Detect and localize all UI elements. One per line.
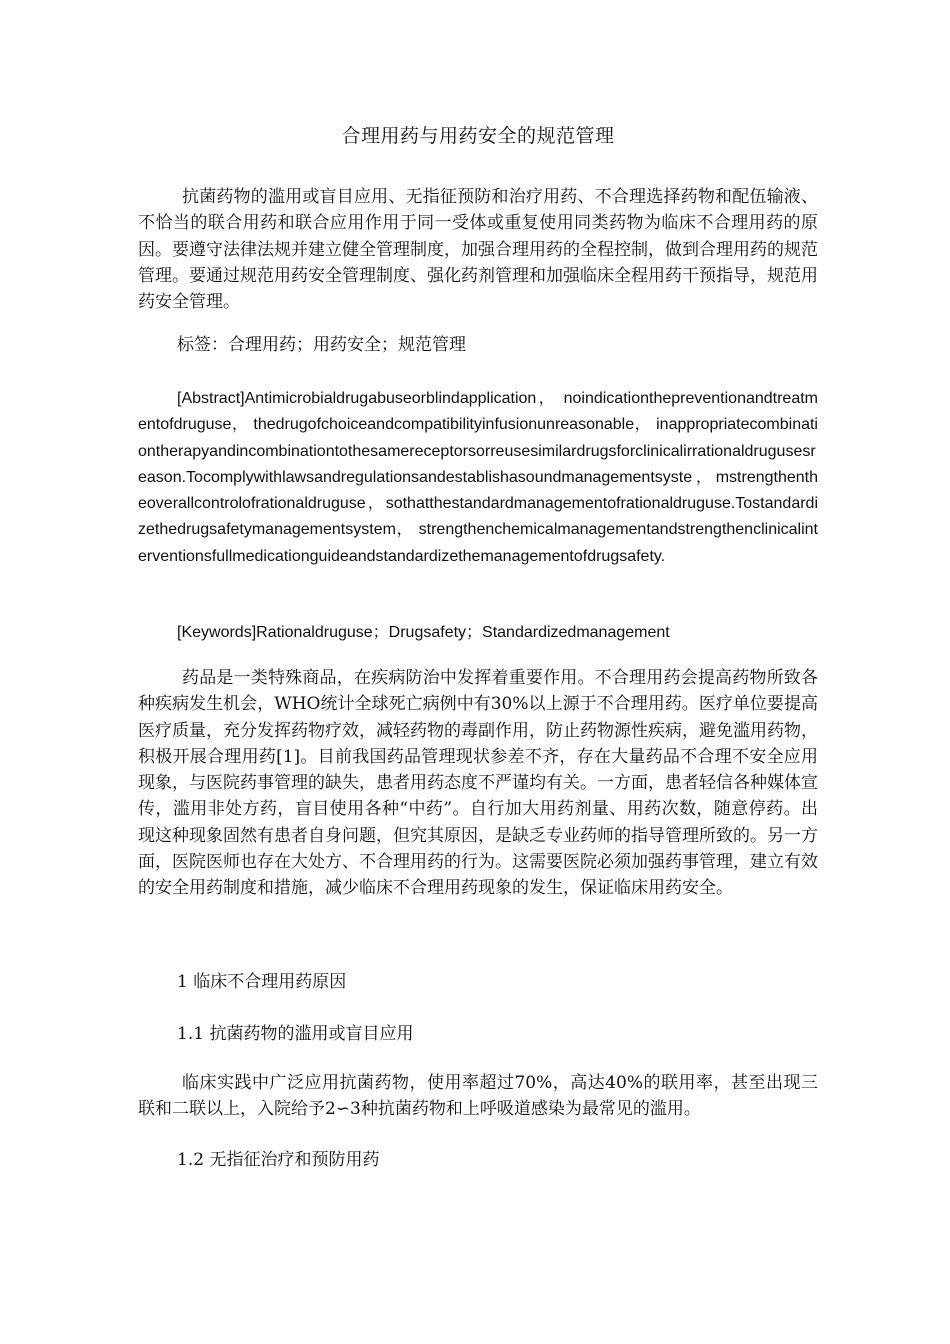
section-heading: 1 临床不合理用药原因: [177, 972, 347, 992]
subsection-heading: 1.2 无指征治疗和预防用药: [177, 1150, 380, 1170]
subsection-heading: 1.1 抗菌药物的滥用或盲目应用: [177, 1024, 414, 1044]
document-title: 合理用药与用药安全的规范管理: [341, 125, 615, 147]
introduction-paragraph: 药品是一类特殊商品，在疾病防治中发挥着重要作用。不合理用药会提高药物所致各种疾病发生机会，WHO统计全球死亡病例中有30%以上源于不合理用药。医疗单位要提高医疗质量，充分发挥药物疗效，减轻药物的毒副作用，防止药物源性疾病，避免滥用药物，积极开展合理用药[1]。目前我国药品管理现状参差不齐，存在大量药品不合理不安全应用现象，与医院药事管理的缺失，患者用药态度不严谨均有关。一方面，患者轻信各种媒体宣传，滥用非处方药，盲目使用各种“中药”。自行加大用药剂量、用药次数，随意停药。出现这种现象固然有患者自身问题，但究其原因，是缺乏专业药师的指导管理所致的。另一方面，医院医师也存在大处方、不合理用药的行为。这需要医院必须加强药事管理，建立有效的安全用药制度和措施，减少临床不合理用药现象的发生，保证临床用药安全。: [138, 668, 818, 899]
chinese-abstract: 抗菌药物的滥用或盲目应用、无指征预防和治疗用药、不合理选择药物和配伍输液、不恰当的联合用药和联合应用作用于同一受体或重复使用同类药物为临床不合理用药的原因。要遵守法律法规并建立健全管理制度，加强合理用药的全程控制，做到合理用药的规范管理。要通过规范用药安全管理制度、强化药剂管理和加强临床全程用药干预指导，规范用药安全管理。: [138, 187, 818, 313]
chinese-keywords: 标签：合理用药；用药安全；规范管理: [177, 335, 466, 355]
english-abstract: [Abstract]Antimicrobialdrugabuseorblindapplication， noindicationthepreventionandtreatmentofdruguse， thedrugofchoiceandcompatibilityinfusionunreasonable， inappropriatecombinationtherapyandincombinationtothesamereceptorsorreusesimilardrugsforclinicalirrationaldrugusesreason.Tocomplywithlawsandregulationsandestablishasoundmanagementsyste，mstrengthentheoverallcontrolofrationaldruguse，sothatthestandardmanagementofrationaldruguse.Tostandardizethedrugsafetymanagementsystem， strengthenchemicalmanagementandstrengthenclinicalinterventionsfullmedicationguideandstandardizethemanagementofdrugsafety.: [138, 390, 818, 565]
subsection-paragraph: 临床实践中广泛应用抗菌药物，使用率超过70%，高达40%的联用率，甚至出现三联和二联以上，入院给予2∽3种抗菌药物和上呼吸道感染为最常见的滥用。: [138, 1073, 818, 1120]
english-keywords: [Keywords]Rationaldruguse；Drugsafety；Standardizedmanagement: [177, 624, 670, 641]
